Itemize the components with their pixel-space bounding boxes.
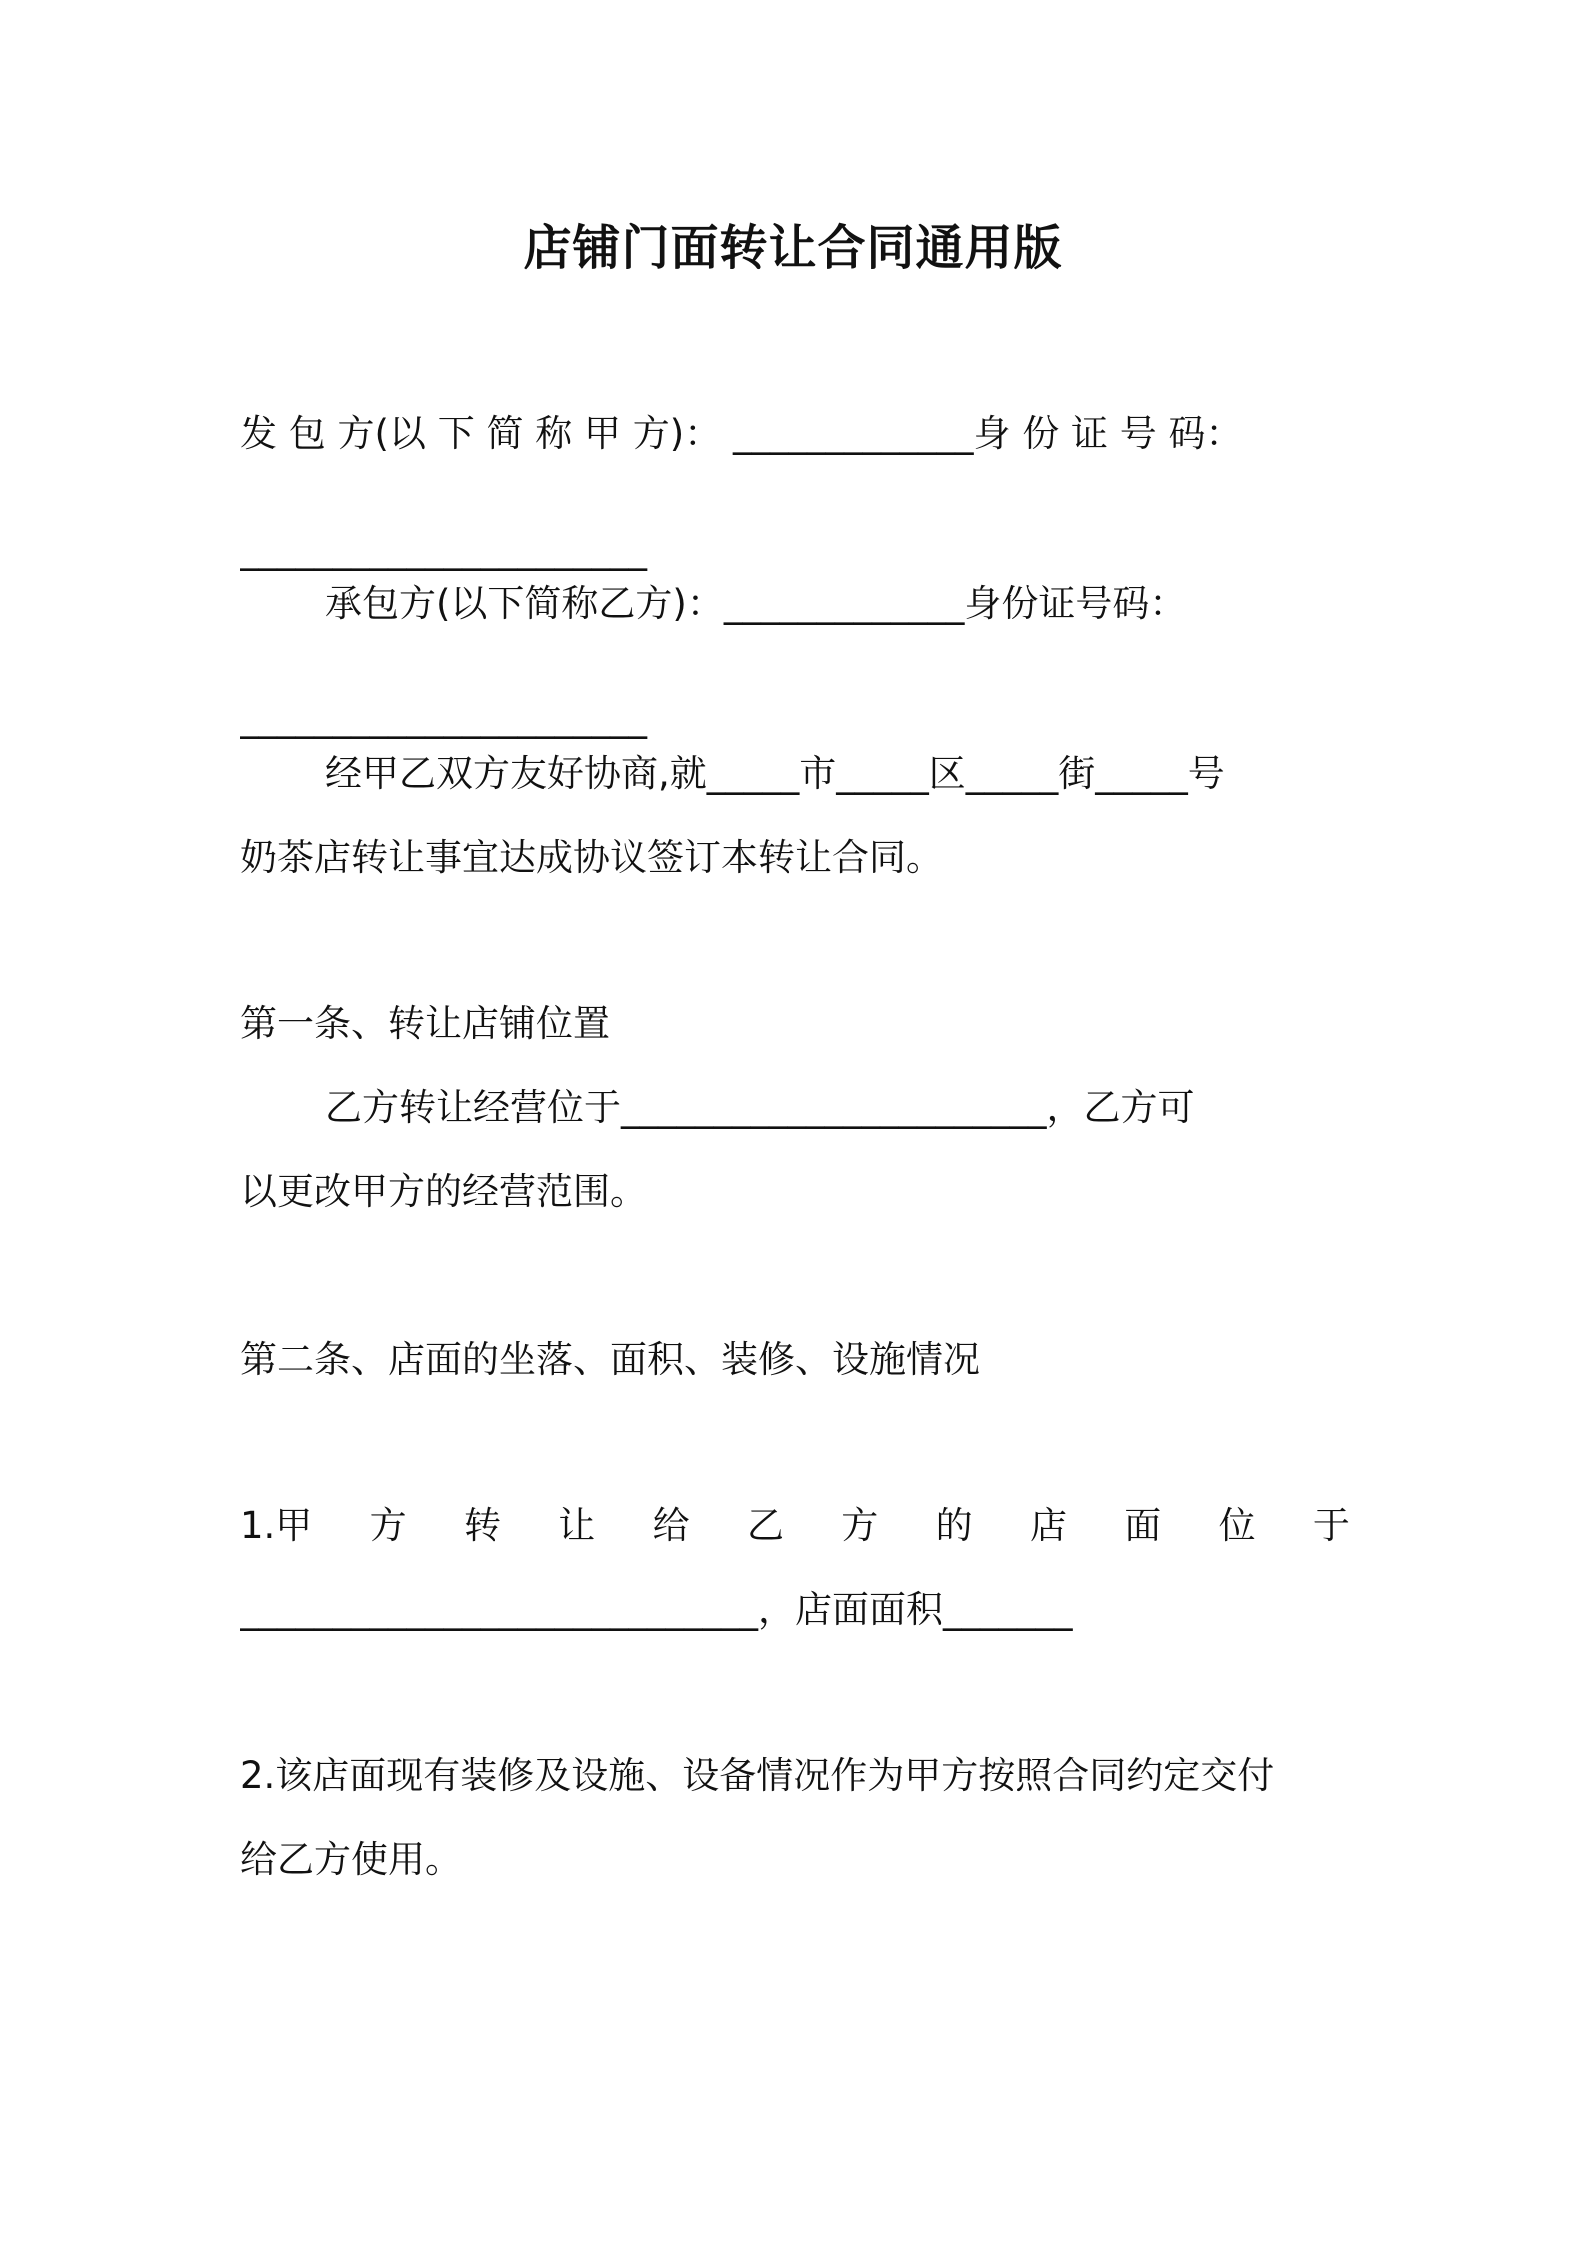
party-a-id-blank: ______________________	[240, 528, 647, 571]
item-1-char: 1.甲	[240, 1504, 313, 1547]
article-1-heading: 第一条、转让店铺位置	[240, 1002, 610, 1045]
item-1-char: 位	[1218, 1504, 1256, 1547]
party-b-line: 承包方(以下简称乙方)：_____________身份证号码：	[325, 582, 1187, 625]
page-title: 店铺门面转让合同通用版	[523, 220, 1063, 276]
agreement-line-2: 奶茶店转让事宜达成协议签订本转让合同。	[240, 836, 943, 879]
agreement-line-1: 经甲乙双方友好协商,就_____市_____区_____街_____号	[325, 752, 1225, 795]
item-2-line-1: 2.该店面现有装修及设施、设备情况作为甲方按照合同约定交付	[240, 1754, 1275, 1797]
article-2-heading: 第二条、店面的坐落、面积、装修、设施情况	[240, 1338, 980, 1381]
article-1-line-1: 乙方转让经营位于_______________________，乙方可	[325, 1086, 1195, 1129]
item-1-line-1	[240, 1500, 1350, 1552]
party-b-id-blank: ______________________	[240, 696, 647, 739]
party-a-line: 发 包 方(以 下 简 称 甲 方)： _____________身 份 证 号 码：	[240, 412, 1243, 455]
item-1-char: 于	[1312, 1504, 1350, 1547]
item-1-char: 的	[935, 1504, 973, 1547]
item-1-char: 让	[558, 1504, 596, 1547]
item-2-line-2: 给乙方使用。	[240, 1838, 462, 1881]
article-1-line-2: 以更改甲方的经营范围。	[240, 1170, 647, 1213]
item-1-char: 方	[841, 1504, 879, 1547]
item-1-line-2: ____________________________，店面面积_______	[240, 1588, 1073, 1631]
item-1-char: 转	[463, 1504, 501, 1547]
item-1-char: 给	[652, 1504, 690, 1547]
item-1-char: 乙	[746, 1504, 784, 1547]
item-1-char: 店	[1029, 1504, 1067, 1547]
item-1-char: 面	[1124, 1504, 1162, 1547]
item-1-char: 方	[369, 1504, 407, 1547]
